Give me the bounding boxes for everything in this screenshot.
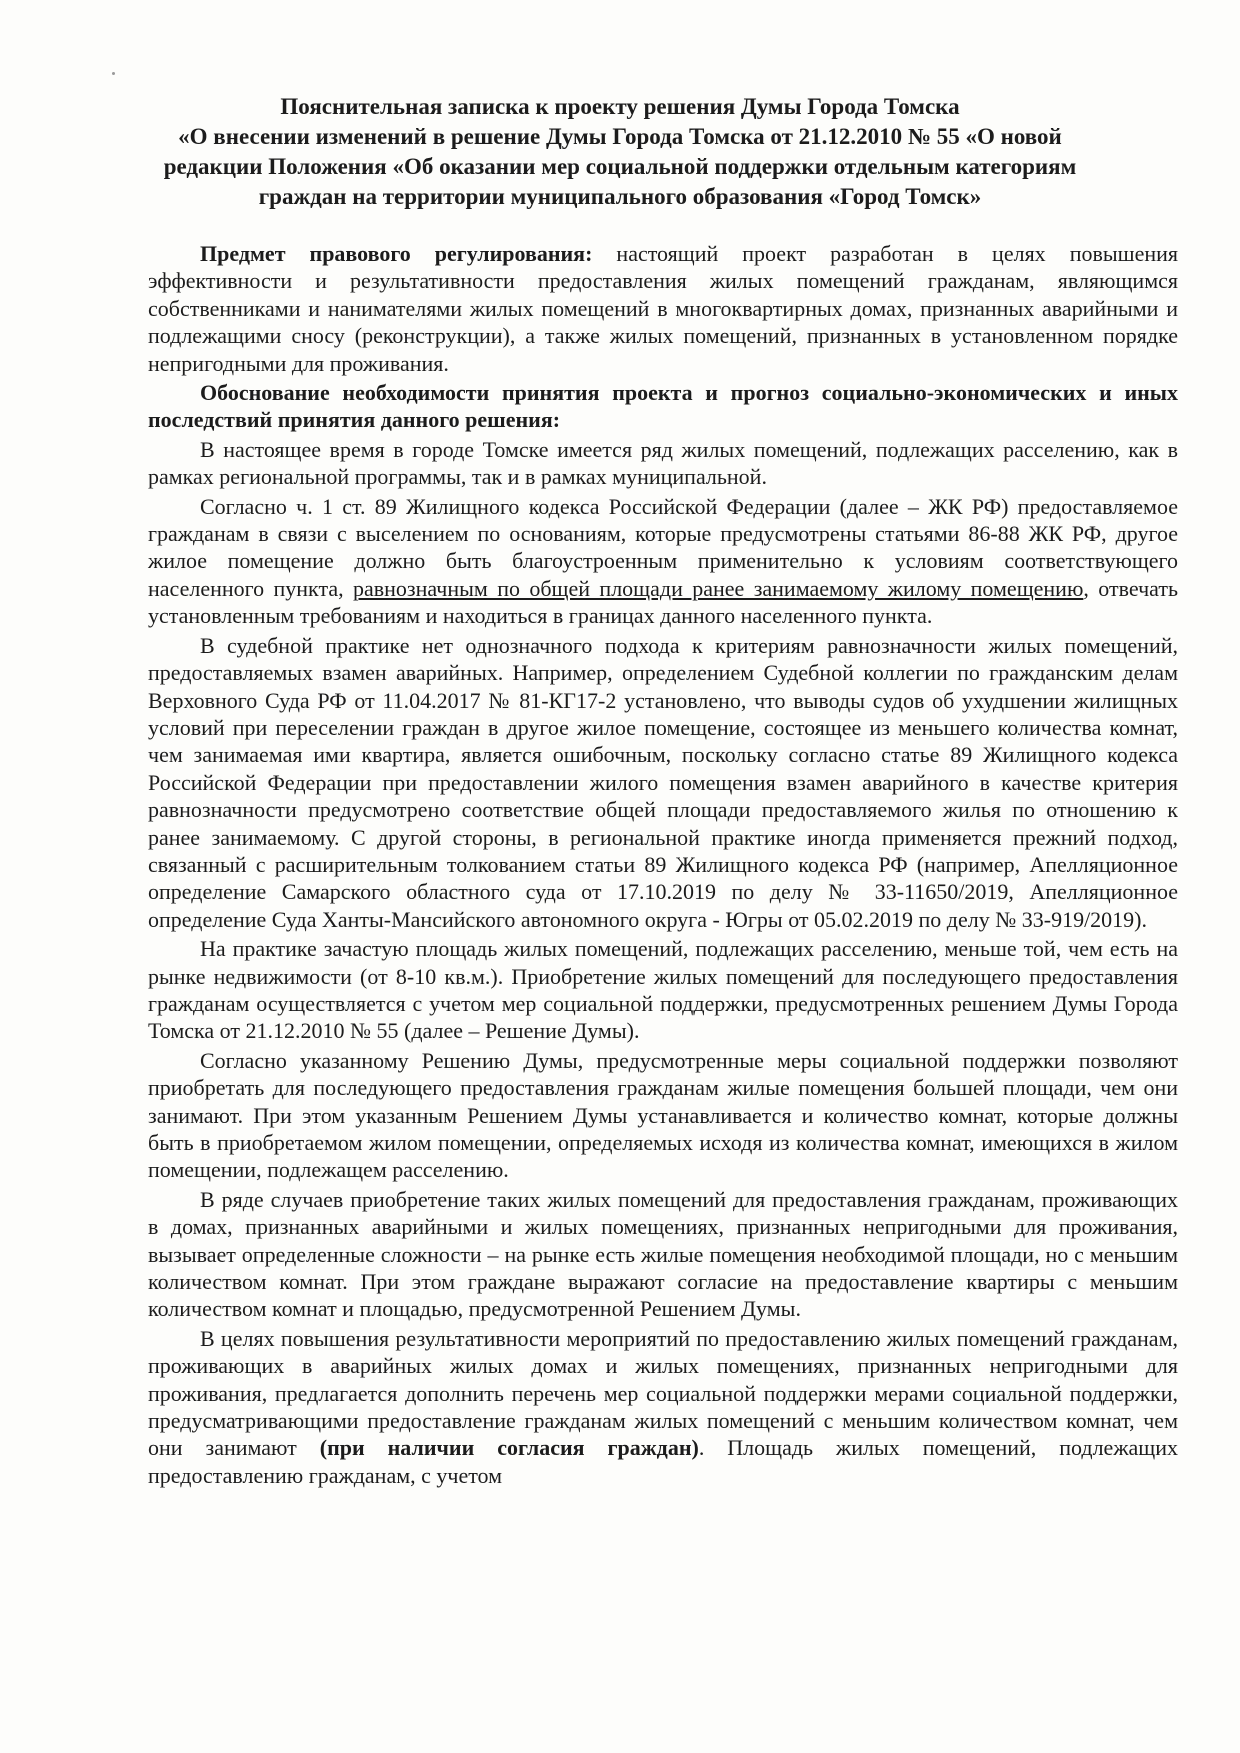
title-line: редакции Положения «Об оказании мер социальной поддержки отдельным категориям xyxy=(163,154,1077,179)
bold-text: (при наличии согласия граждан) xyxy=(319,1435,699,1461)
scan-speck xyxy=(112,72,115,75)
paragraph-heading: Обоснование необходимости принятия проекта и прогноз социально-экономических и иных последствий принятия данного решения: xyxy=(148,380,1178,433)
paragraph-text: В целях повышения результативности мероприятий по предоставлению жилых помещений гражданам, проживающих в аварийных жилых домах и жилых помещениях, признанных непригодными для проживания, предлагается дополнить перечень мер социальной поддержки мерами социальной поддержки, предусматривающими предоставление гражданам жилых помещений с меньшим количеством комнат, чем они занимают xyxy=(148,1325,1178,1461)
paragraph: В ряде случаев приобретение таких жилых помещений для предоставления гражданам, проживающих в домах, признанных аварийными и жилых помещениях, признанных непригодными для проживания, вызывает определенные сложности – на рынке есть жилые помещения необходимой площади, но с меньшим количеством комнат. При этом граждане выражают согласие на предоставление квартиры с меньшим количеством комнат и площадью, предусмотренной Решением Думы. xyxy=(148,1186,1178,1322)
paragraph-text: Согласно ч. 1 ст. 89 Жилищного кодекса Российской Федерации (далее – ЖК РФ) предоставляемое гражданам в связи с выселением по основаниям, которые предусмотрены статьями 86-88 ЖК РФ, другое жилое помещение должно быть благоустроенным применительно к условиям соответствующего населенного пункта, xyxy=(148,493,1178,601)
paragraph-text: настоящий проект разработан в целях повышения эффективности и результативности предоставления жилых помещений гражданам, являющимся собственниками и нанимателями жилых помещений в многоквартирных домах, признанных аварийными и подлежащими сносу (реконструкции), а также жилых помещений, признанных в установленном порядке непригодными для проживания. xyxy=(148,241,1179,376)
paragraph-housing-code xyxy=(148,493,1178,630)
paragraph: В настоящее время в городе Томске имеется ряд жилых помещений, подлежащих расселению, как в рамках региональной программы, так и в рамках муниципальной. xyxy=(148,436,1178,490)
title-line: «О внесении изменений в решение Думы Города Томска от 21.12.2010 № 55 «О новой xyxy=(178,124,1062,149)
paragraph: В судебной практике нет однозначного подхода к критериям равнозначности жилых помещений, предоставляемых взамен аварийных. Например, определением Судебной коллегии по гражданским делам Верховного Суда РФ от 11.04.2017 № 81-КГ17-2 установлено, что выводы судов об ухудшении жилищных условий при переселении граждан в другое жилое помещение, состоящее из меньшего количества комнат, чем занимаемая ими квартира, является ошибочным, поскольку согласно статье 89 Жилищного кодекса Российской Федерации при предоставлении жилого помещения взамен аварийного в качестве критерия равнозначности предусмотрено соответствие общей площади предоставляемого жилья по отношению к ранее занимаемому. С другой стороны, в региональной практике иногда применяется прежний подход, связанный с расширительным толкованием статьи 89 Жилищного кодекса РФ (например, Апелляционное определение Самарского областного суда от 17.10.2019 по делу № 33-11650/2019, Апелляционное определение Суда Ханты-Мансийского автономного округа - Югры от 05.02.2019 по делу № 33-919/2019). xyxy=(148,632,1178,932)
title-line: Пояснительная записка к проекту решения Думы Города Томска xyxy=(280,94,960,119)
document-body xyxy=(148,240,1178,1491)
title-line: граждан на территории муниципального образования «Город Томск» xyxy=(258,184,982,209)
document-title xyxy=(160,92,1080,212)
paragraph: Согласно указанному Решению Думы, предусмотренные меры социальной поддержки позволяют приобретать для последующего предоставления гражданам жилые помещения большей площади, чем они занимают. При этом указанным Решением Думы устанавливается и количество комнат, которые должны быть в приобретаемом жилом помещении, определяемых исходя из количества комнат, имеющихся в жилом помещении, подлежащем расселению. xyxy=(148,1047,1178,1183)
paragraph-text: , отвечать установленным требованиям и находиться в границах данного населенного пункта. xyxy=(148,575,1178,629)
paragraph: На практике зачастую площадь жилых помещений, подлежащих расселению, меньше той, чем есть на рынке недвижимости (от 8-10 кв.м.). Приобретение жилых помещений для последующего предоставления гражданам осуществляется с учетом мер социальной поддержки, предусмотренных решением Думы Города Томска от 21.12.2010 № 55 (далее – Решение Думы). xyxy=(148,936,1178,1044)
paragraph-justification-heading xyxy=(148,379,1178,434)
paragraph-text: . Площадь жилых помещений, подлежащих предоставлению гражданам, с учетом xyxy=(148,1435,1178,1488)
paragraph-proposal xyxy=(148,1325,1178,1489)
underlined-text: равнозначным по общей площади ранее занимаемому жилому помещению xyxy=(352,575,1084,601)
paragraph-subject xyxy=(148,240,1178,377)
paragraph-heading: Предмет правового регулирования: xyxy=(200,241,593,266)
